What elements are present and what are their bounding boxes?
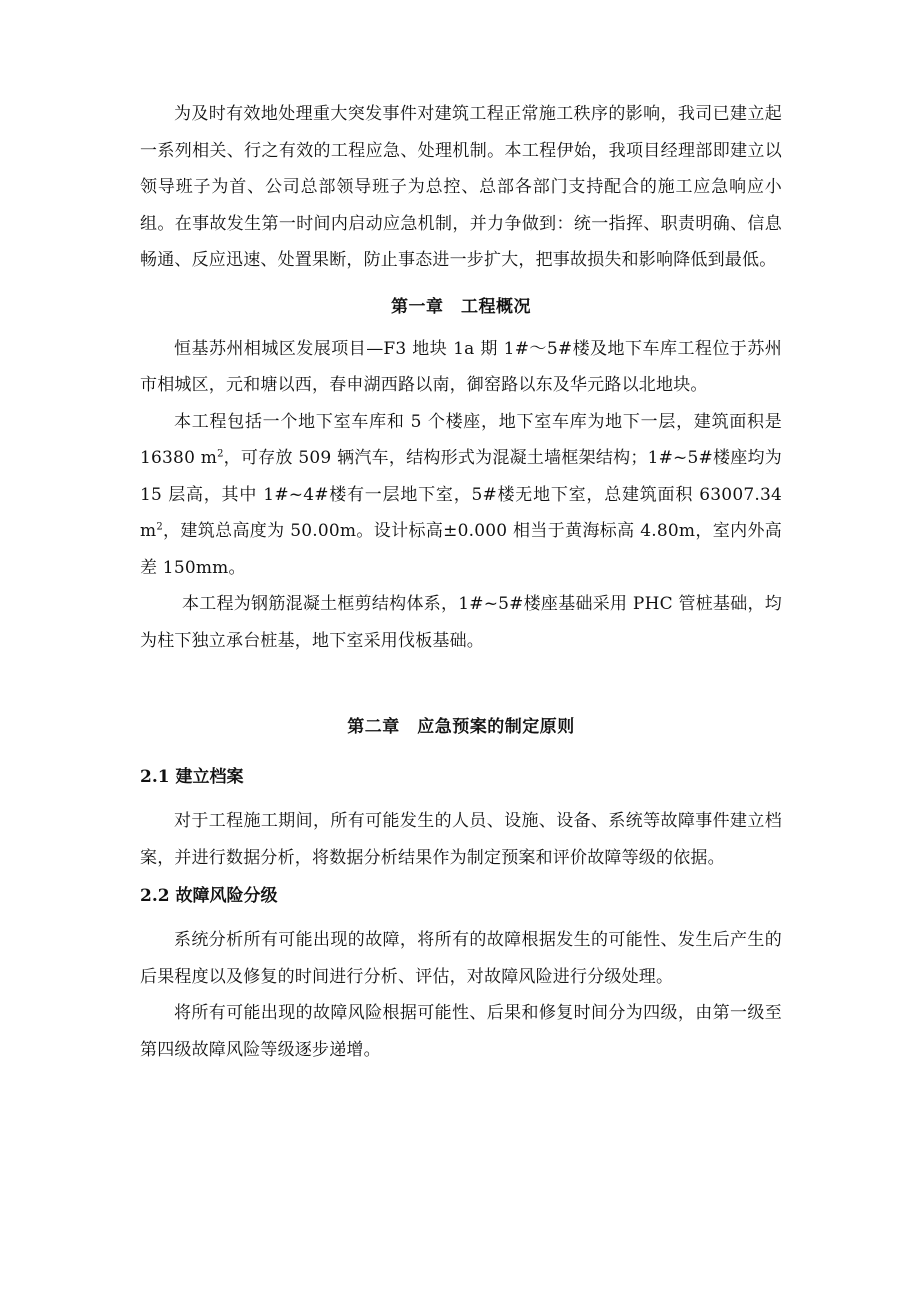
superscript-squared: 2 <box>217 448 224 460</box>
section-2-1-title: 2.1 建立档案 <box>140 767 244 787</box>
superscript-squared: 2 <box>156 521 163 533</box>
document-page <box>140 96 782 1068</box>
scope-text-b: ，可存放 509 辆汽车，结构形式为混凝土墙框架结构；1#~5#楼座均为 15 层高，其中 1#~4#楼有一层地下室，5#楼无地下室，总建筑面积 63007.34 m <box>140 448 782 541</box>
section-2-1-paragraph: 对于工程施工期间，所有可能发生的人员、设施、设备、系统等故障事件建立档案，并进行数据分析，将数据分析结果作为制定预案和评价故障等级的依据。 <box>140 811 782 868</box>
scope-text-a: 本工程包括一个地下室车库和 5 个楼座，地下室车库为地下一层，建筑面积是 16380 m <box>140 411 782 468</box>
chapter-2-title: 第二章 应急预案的制定原则 <box>347 717 575 737</box>
section-2-2-paragraph-2: 将所有可能出现的故障风险根据可能性、后果和修复时间分为四级，由第一级至第四级故障风险等级逐步递增。 <box>140 1003 782 1060</box>
chapter-1-paragraph-structure: 本工程为钢筋混凝土框剪结构体系，1#~5#楼座基础采用 PHC 管桩基础，均为柱下独立承台桩基，地下室采用伐板基础。 <box>140 594 782 651</box>
chapter-1-paragraph-scope <box>140 404 782 587</box>
scope-text-c: ，建筑总高度为 50.00m。设计标高±0.000 相当于黄海标高 4.80m，室内外高差 150mm。 <box>140 521 782 578</box>
section-2-2-paragraph-1: 系统分析所有可能出现的故障，将所有的故障根据发生的可能性、发生后产生的后果程度以及修复的时间进行分析、评估，对故障风险进行分级处理。 <box>140 930 782 987</box>
section-2-2-title: 2.2 故障风险分级 <box>140 886 278 906</box>
chapter-1-paragraph-location: 恒基苏州相城区发展项目—F3 地块 1a 期 1#～5#楼及地下车库工程位于苏州市相城区，元和塘以西，春申湖西路以南，御窑路以东及华元路以北地块。 <box>140 338 782 395</box>
intro-paragraph: 为及时有效地处理重大突发事件对建筑工程正常施工秩序的影响，我司已建立起一系列相关、行之有效的工程应急、处理机制。本工程伊始，我项目经理部即建立以领导班子为首、公司总部领导班子为总控、总部各部门支持配合的施工应急响应小组。在事故发生第一时间内启动应急机制，并力争做到：统一指挥、职责明确、信息畅通、反应迅速、处置果断，防止事态进一步扩大，把事故损失和影响降低到最低。 <box>140 104 782 270</box>
chapter-1-title: 第一章 工程概况 <box>391 296 531 317</box>
